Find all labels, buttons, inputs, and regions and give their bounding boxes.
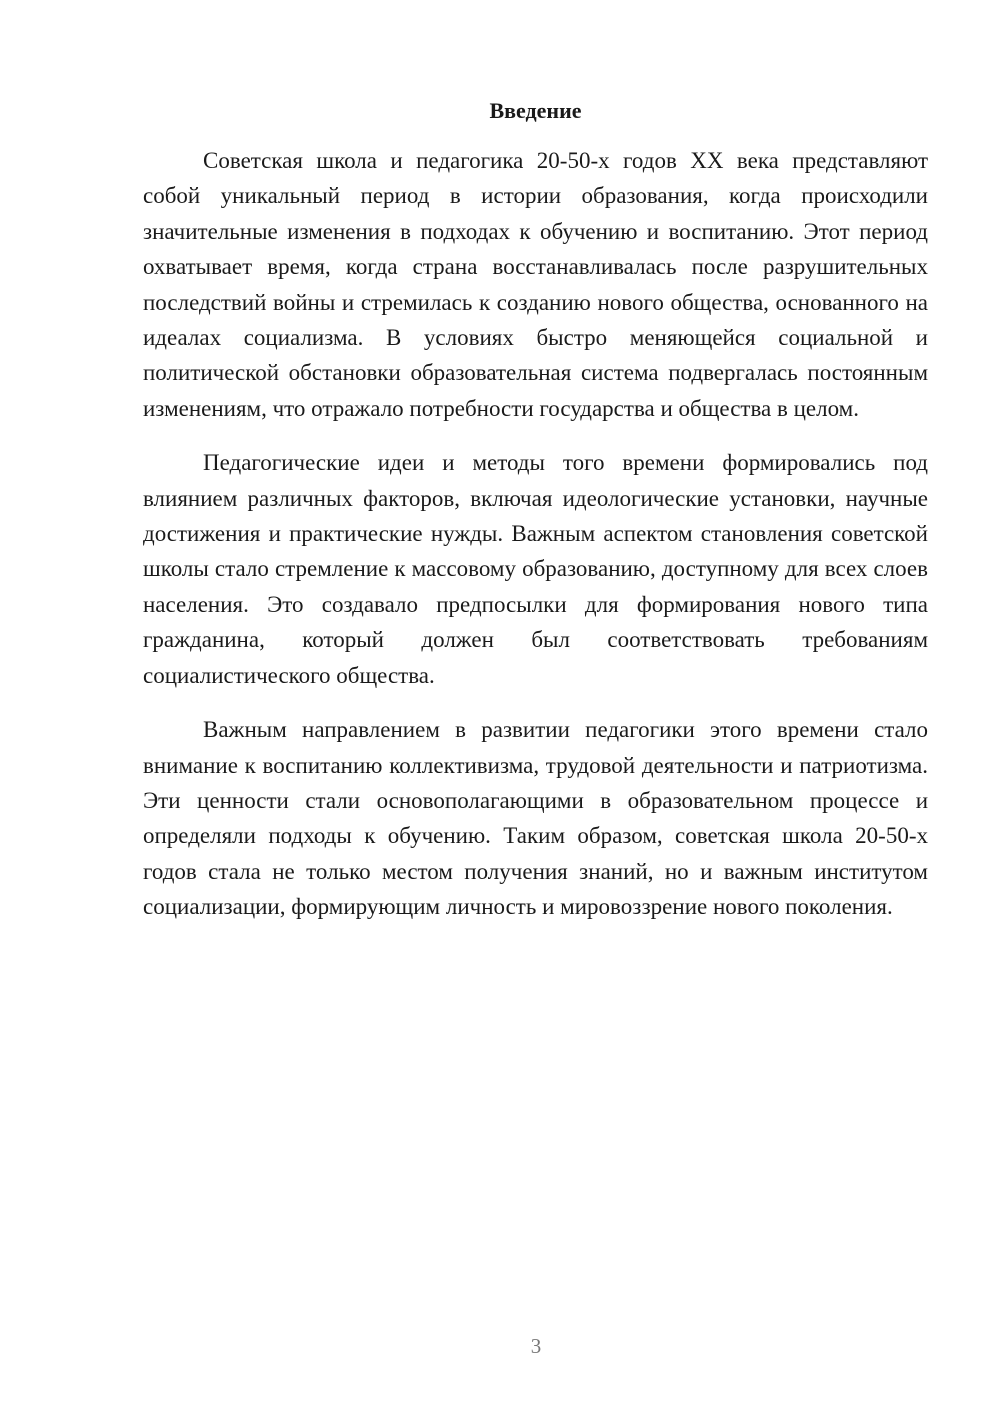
paragraph-2: Педагогические идеи и методы того времени формировались под влиянием различных факторов, включая идеологические установки, научные достижения и практические нужды. Важным аспектом становления советской школы стало стремление к массовому образованию, доступному для всех слоев населения. Это создавало предпосылки для формирования нового типа гражданина, который должен был соответствовать требованиям социалистического общества. (143, 450, 928, 688)
section-title: Введение (489, 98, 582, 123)
paragraph-1: Советская школа и педагогика 20-50-х годов XX века представляют собой уникальный период в истории образования, когда происходили значительные изменения в подходах к обучению и воспитанию. Этот период охватывает время, когда страна восстанавливалась после разрушительных последствий войны и стремилась к созданию нового общества, основанного на идеалах социализма. В условиях быстро меняющейся социальной и политической обстановки образовательная система подвергалась постоянным изменениям, что отражало потребности государства и общества в целом. (143, 148, 928, 421)
paragraph-3: Важным направлением в развитии педагогики этого времени стало внимание к воспитанию коллективизма, трудовой деятельности и патриотизма. Эти ценности стали основополагающими в образовательном процессе и определяли подходы к обучению. Таким образом, советская школа 20-50-х годов стала не только местом получения знаний, но и важным институтом социализации, формирующим личность и мировоззрение нового поколения. (143, 717, 928, 920)
body-text (143, 143, 928, 944)
page-number: 3 (530, 1334, 542, 1358)
